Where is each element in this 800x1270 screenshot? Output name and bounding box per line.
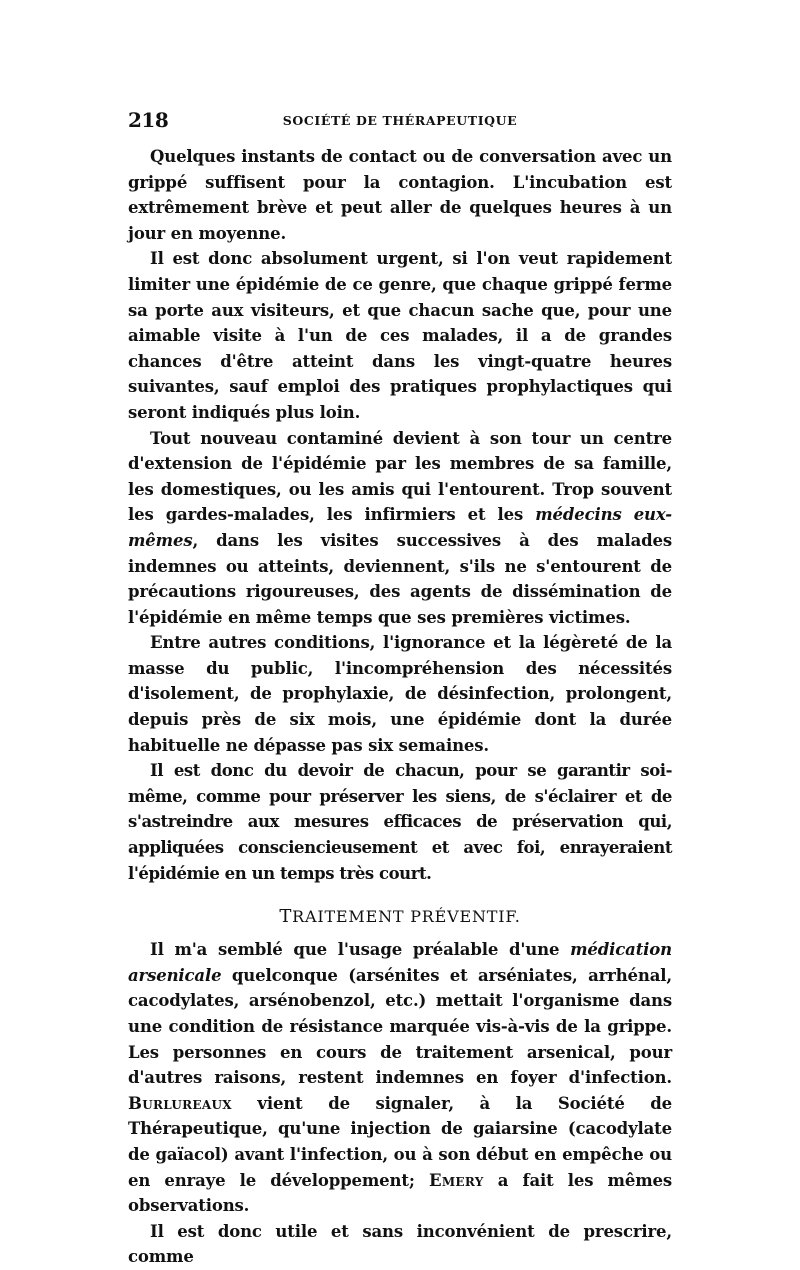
paragraph-incubation: Quelques instants de contact ou de conversation avec un grippé suffisent pour la contagion. L'incubation est extrêmement brève et peut aller de quelques heures à un jour en moyenne. <box>128 147 672 243</box>
paragraph-arsenical <box>128 937 672 1219</box>
page-number: 218 <box>128 108 169 132</box>
body-text <box>128 144 672 1270</box>
running-head: SOCIÉTÉ DE THÉRAPEUTIQUE <box>282 113 518 128</box>
emphasis-medecins: médecins eux-mêmes <box>128 505 672 550</box>
paragraph-arsenical-text-3: vient de signaler, à la Société de Thérapeutique, qu'une injection de gaiarsine (cacodylate de gaïacol) avant l'infection, ou à son début en empêche ou en enraye le développement; <box>128 1093 672 1190</box>
section-heading-rest: RAITEMENT PRÉVENTIF. <box>292 907 521 927</box>
paragraph-arsenical-text-1: Il m'a semblé que l'usage préalable d'une <box>150 940 571 960</box>
author-burlureaux: Burlureaux <box>128 1093 232 1113</box>
paragraph-ignorance: Entre autres conditions, l'ignorance et la légèreté de la masse du public, l'incompréhension des nécessités d'isolement, de prophylaxie, de désinfection, prolongent, depuis près de six mois, une épidémie dont la durée habituelle ne dépasse pas six semaines. <box>128 633 672 755</box>
page-header <box>128 108 672 138</box>
paragraph-contamination-text-2: , dans les visites successives à des malades indemnes ou atteints, deviennent, s'ils ne s'entourent de précautions rigoureuses, des agents de dissémination de l'épidémie en même temps que ses premières victimes. <box>128 530 672 627</box>
section-heading-initial: T <box>279 906 293 928</box>
paragraph-contamination <box>128 426 672 631</box>
paragraph-arsenical-text-4: a fait les mêmes observations. <box>128 1170 672 1216</box>
paragraph-contamination-text-1: Tout nouveau contaminé devient à son tour un centre d'extension de l'épidémie par les membres de sa famille, les domestiques, ou les amis qui l'entourent. Trop souvent les gardes-malades, les infirmiers et les <box>128 428 672 525</box>
document-page <box>128 108 672 1270</box>
paragraph-prescription: Il est donc utile et sans inconvénient de prescrire, comme <box>128 1221 672 1267</box>
paragraph-duty: Il est donc du devoir de chacun, pour se garantir soi-même, comme pour préserver les siens, de s'éclairer et de s'astreindre aux mesures efficaces de préservation qui, appliquées consciencieusement et avec foi, enrayeraient l'épidémie en un temps très court. <box>128 761 672 883</box>
paragraph-urgency: Il est donc absolument urgent, si l'on veut rapidement limiter une épidémie de ce genre, que chaque grippé ferme sa porte aux visiteurs, et que chacun sache que, pour une aimable visite à l'un de ces malades, il a de grandes chances d'être atteint dans les vingt-quatre heures suivantes, sauf emploi des pratiques prophylactiques qui seront indiqués plus loin. <box>128 249 672 422</box>
author-emery: Emery <box>428 1170 484 1190</box>
section-heading <box>128 906 672 927</box>
emphasis-medication-arsenicale: médication arsenicale <box>128 940 672 985</box>
paragraph-arsenical-text-2: quelconque (arsénites et arséniates, arrhénal, cacodylates, arsénobenzol, etc.) mettait l'organisme dans une condition de résistance marquée vis-à-vis de la grippe. Les personnes en cours de traitement arsenical, pour d'autres raisons, restent indemnes en foyer d'infection. <box>128 965 672 1088</box>
